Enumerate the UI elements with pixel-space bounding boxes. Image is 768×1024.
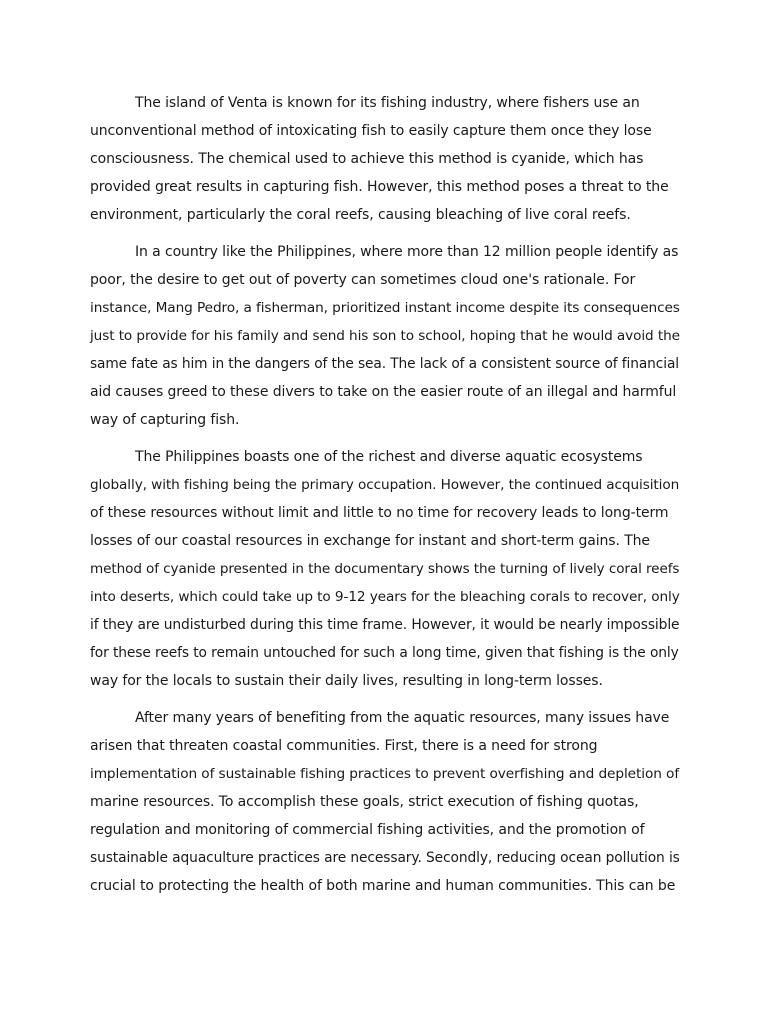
text-line: into deserts, which could take up to 9-12 years for the bleaching corals to recover, only [90,589,680,605]
text-line: poor, the desire to get out of poverty can sometimes cloud one's rationale. For [90,272,636,288]
paragraph-coastal-issues [90,704,680,900]
text-line: environment, particularly the coral reefs, causing bleaching of live coral reefs. [90,207,631,223]
text-line: provided great results in capturing fish. However, this method poses a threat to the [90,179,669,195]
paragraph-venta-fishing [90,89,680,229]
text-line: regulation and monitoring of commercial fishing activities, and the promotion of [90,822,645,838]
text-line: of these resources without limit and little to no time for recovery leads to long-term [90,505,669,521]
text-line: way for the locals to sustain their daily lives, resulting in long-term losses. [90,673,603,689]
text-line: After many years of benefiting from the aquatic resources, many issues have [135,710,670,726]
text-line: instance, Mang Pedro, a fisherman, prioritized instant income despite its consequences [90,300,680,316]
text-line: In a country like the Philippines, where more than 12 million people identify as [135,244,679,260]
text-line: The island of Venta is known for its fishing industry, where fishers use an [135,95,640,111]
text-line: globally, with fishing being the primary occupation. However, the continued acquisition [90,477,680,493]
text-line: marine resources. To accomplish these goals, strict execution of fishing quotas, [90,794,639,810]
text-line: method of cyanide presented in the documentary shows the turning of lively coral reefs [90,561,680,577]
paragraph-ecosystems [90,443,680,695]
text-line: consciousness. The chemical used to achieve this method is cyanide, which has [90,151,644,167]
document-body [90,89,680,909]
text-line: aid causes greed to these divers to take on the easier route of an illegal and harmful [90,384,677,400]
text-line: implementation of sustainable fishing practices to prevent overfishing and depletion of [90,766,680,782]
text-line: crucial to protecting the health of both marine and human communities. This can be [90,878,676,894]
text-line: same fate as him in the dangers of the sea. The lack of a consistent source of financial [90,356,679,372]
text-line: losses of our coastal resources in exchange for instant and short-term gains. The [90,533,650,549]
text-line: sustainable aquaculture practices are necessary. Secondly, reducing ocean pollution is [90,850,680,866]
text-line: way of capturing fish. [90,412,240,428]
text-line: just to provide for his family and send his son to school, hoping that he would avoid the [90,328,680,344]
text-line: The Philippines boasts one of the richest and diverse aquatic ecosystems [135,449,643,465]
text-line: arisen that threaten coastal communities. First, there is a need for strong [90,738,598,754]
text-line: if they are undisturbed during this time frame. However, it would be nearly impossible [90,617,680,633]
text-line: unconventional method of intoxicating fish to easily capture them once they lose [90,123,652,139]
paragraph-poverty [90,238,680,434]
text-line: for these reefs to remain untouched for such a long time, given that fishing is the only [90,645,679,661]
